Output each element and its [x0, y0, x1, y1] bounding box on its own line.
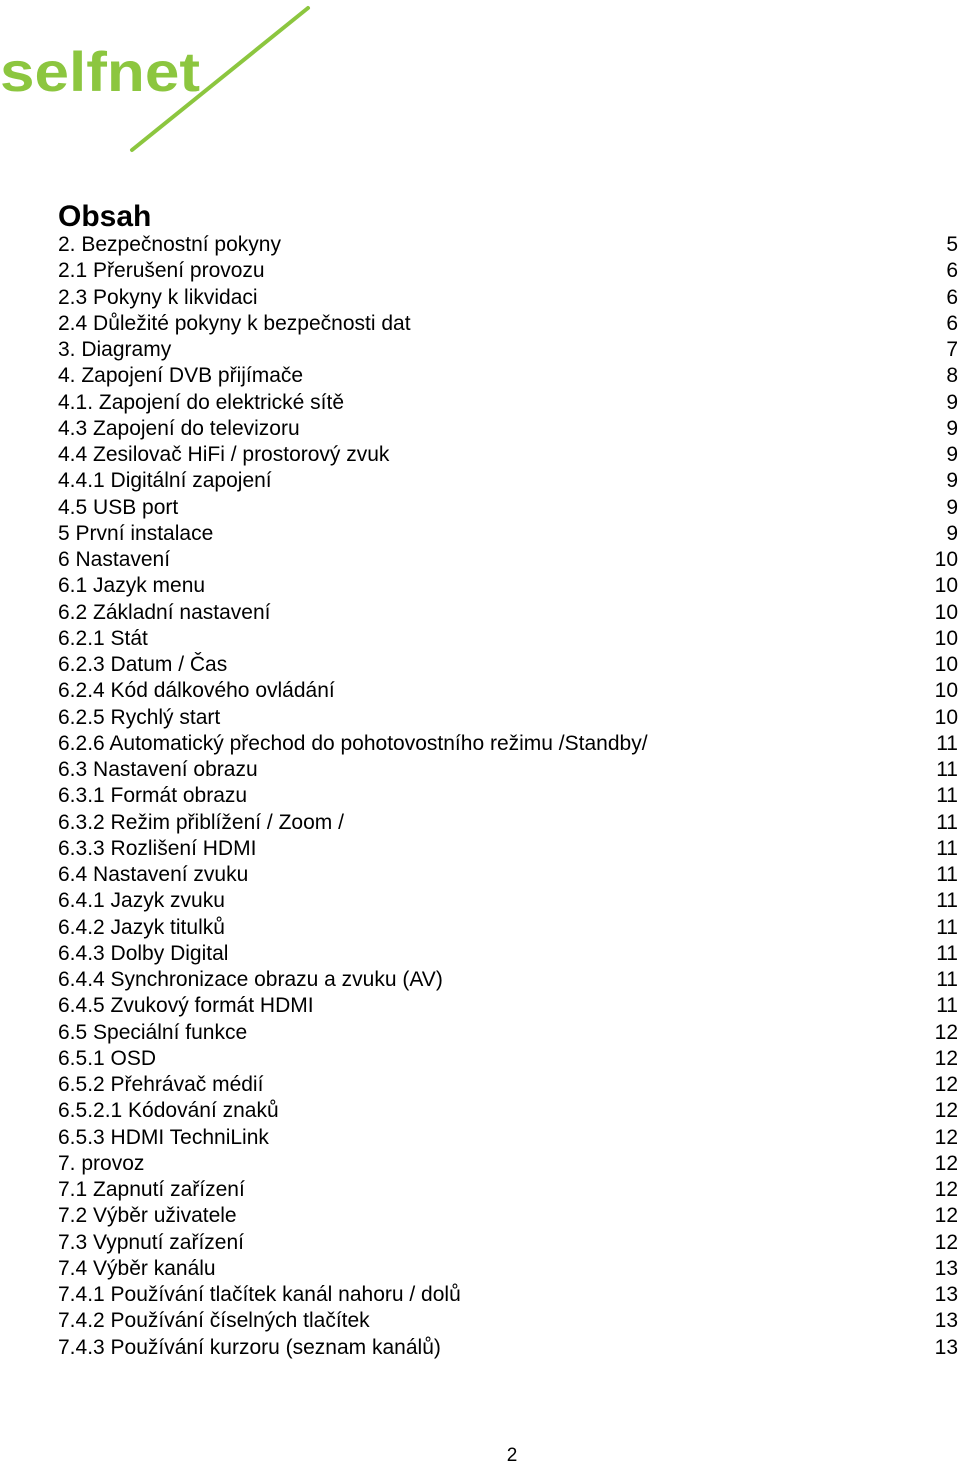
toc-entry[interactable] [58, 1256, 958, 1282]
toc-entry-label: 4.5 USB port [58, 495, 179, 519]
toc-entry[interactable] [58, 337, 958, 363]
toc-entry-page-number: 11 [936, 994, 958, 1018]
toc-entry-label: 6.4.5 Zvukový formát HDMI [58, 994, 314, 1018]
toc-entry[interactable] [58, 1177, 958, 1203]
toc-entry-page-number: 11 [936, 836, 958, 860]
toc-entry-label: 6.2.1 Stát [58, 626, 148, 650]
toc-entry-label: 6.5.2.1 Kódování znaků [58, 1099, 279, 1123]
toc-entry-label: 6.2 Základní nastavení [58, 600, 271, 624]
toc-entry-page-number: 11 [936, 889, 958, 913]
toc-entry[interactable] [58, 757, 958, 783]
toc-entry-label: 7.4.2 Používání číselných tlačítek [58, 1309, 370, 1333]
toc-entry-label: 2.4 Důležité pokyny k bezpečnosti dat [58, 311, 411, 335]
toc-entry[interactable] [58, 285, 958, 311]
toc-entry-page-number: 6 [946, 285, 958, 309]
toc-entry-label: 6.3.1 Formát obrazu [58, 784, 248, 808]
toc-entry[interactable] [58, 442, 958, 468]
toc-entry-page-number: 11 [936, 863, 958, 886]
toc-entry-label: 4.4 Zesilovač HiFi / prostorový zvuk [58, 443, 390, 466]
toc-entry-label: 6.1 Jazyk menu [58, 574, 206, 598]
table-of-contents [58, 232, 958, 1361]
toc-entry-label: 6.4 Nastavení zvuku [58, 863, 249, 886]
toc-entry-label: 6.3.2 Režim přiblížení / Zoom / [58, 810, 344, 834]
toc-entry-page-number: 9 [946, 443, 958, 466]
toc-entry-label: 6.2.5 Rychlý start [58, 705, 221, 729]
toc-entry-page-number: 5 [946, 233, 958, 256]
toc-entry-label: 6.5.1 OSD [58, 1046, 157, 1070]
toc-entry-page-number: 9 [946, 416, 958, 440]
toc-entry[interactable] [58, 600, 958, 626]
logo-wordmark: selfnet [0, 40, 201, 103]
toc-entry[interactable] [58, 915, 958, 941]
toc-entry[interactable] [58, 468, 958, 494]
toc-entry[interactable] [58, 836, 958, 862]
toc-entry[interactable] [58, 626, 958, 652]
toc-entry-label: 4.3 Zapojení do televizoru [58, 416, 300, 440]
toc-entry[interactable] [58, 1308, 958, 1334]
toc-entry-page-number: 6 [946, 311, 958, 335]
toc-entry[interactable] [58, 1125, 958, 1151]
toc-title: Obsah [58, 200, 152, 233]
toc-entry[interactable] [58, 258, 958, 284]
toc-entry-label: 6.5 Speciální funkce [58, 1020, 248, 1044]
toc-entry-label: 6.2.6 Automatický přechod do pohotovostního režimu /Standby/ [58, 731, 648, 755]
toc-entry-page-number: 9 [946, 390, 958, 414]
toc-entry[interactable] [58, 1046, 958, 1072]
toc-entry[interactable] [58, 390, 958, 416]
toc-entry-label: 6.4.1 Jazyk zvuku [58, 889, 225, 913]
toc-entry[interactable] [58, 731, 958, 757]
toc-entry-page-number: 12 [934, 1046, 958, 1070]
toc-entry-label: 7.3 Vypnutí zařízení [58, 1230, 244, 1254]
toc-entry-label: 7. provoz [58, 1151, 145, 1175]
toc-entry[interactable] [58, 862, 958, 888]
toc-entry[interactable] [58, 993, 958, 1019]
toc-entry-page-number: 12 [934, 1020, 958, 1044]
toc-entry[interactable] [58, 810, 958, 836]
toc-entry-page-number: 11 [936, 941, 958, 965]
toc-entry[interactable] [58, 232, 958, 258]
toc-entry-page-number: 12 [934, 1204, 958, 1228]
toc-entry-label: 5 První instalace [58, 521, 214, 545]
toc-entry-page-number: 10 [934, 626, 958, 650]
toc-entry[interactable] [58, 1335, 958, 1361]
toc-entry[interactable] [58, 678, 958, 704]
toc-entry-page-number: 12 [934, 1178, 958, 1201]
selfnet-logo [0, 0, 320, 160]
toc-entry-label: 7.4.3 Používání kurzoru (seznam kanálů) [58, 1335, 441, 1359]
toc-entry[interactable] [58, 705, 958, 731]
toc-entry[interactable] [58, 416, 958, 442]
toc-entry[interactable] [58, 1230, 958, 1256]
toc-entry-page-number: 9 [946, 469, 958, 493]
toc-entry-page-number: 12 [934, 1230, 958, 1254]
toc-entry-label: 3. Diagramy [58, 338, 172, 361]
toc-entry-label: 7.4 Výběr kanálu [58, 1256, 216, 1280]
toc-entry-page-number: 10 [934, 574, 958, 598]
toc-entry-label: 6.4.3 Dolby Digital [58, 941, 229, 965]
toc-entry-label: 7.4.1 Používání tlačítek kanál nahoru / dolů [58, 1283, 461, 1306]
toc-entry-page-number: 10 [934, 653, 958, 676]
toc-entry[interactable] [58, 652, 958, 678]
toc-entry-label: 6.3 Nastavení obrazu [58, 758, 258, 781]
toc-entry-page-number: 13 [934, 1256, 958, 1280]
toc-entry-label: 2. Bezpečnostní pokyny [58, 233, 281, 256]
toc-entry-page-number: 9 [946, 495, 958, 519]
toc-entry-page-number: 12 [934, 1151, 958, 1175]
toc-entry-label: 4.1. Zapojení do elektrické sítě [58, 390, 344, 414]
toc-entry[interactable] [58, 1151, 958, 1177]
toc-entry-page-number: 11 [936, 810, 958, 834]
toc-entry-page-number: 11 [936, 968, 958, 991]
toc-entry-label: 6.4.4 Synchronizace obrazu a zvuku (AV) [58, 968, 443, 991]
toc-entry-label: 6.3.3 Rozlišení HDMI [58, 836, 257, 860]
toc-entry-page-number: 8 [946, 364, 958, 388]
toc-entry[interactable] [58, 783, 958, 809]
toc-entry-label: 2.1 Přerušení provozu [58, 259, 265, 283]
toc-entry-label: 2.3 Pokyny k likvidaci [58, 285, 258, 309]
toc-entry-page-number: 13 [934, 1309, 958, 1333]
toc-entry-label: 7.1 Zapnutí zařízení [58, 1178, 245, 1201]
toc-entry[interactable] [58, 547, 958, 573]
toc-entry[interactable] [58, 573, 958, 599]
toc-entry-page-number: 6 [946, 259, 958, 283]
toc-entry[interactable] [58, 941, 958, 967]
toc-entry-page-number: 12 [934, 1073, 958, 1096]
toc-entry-label: 6.5.2 Přehrávač médií [58, 1073, 264, 1096]
toc-entry[interactable] [58, 1203, 958, 1229]
toc-entry-page-number: 11 [936, 758, 958, 781]
toc-entry-label: 6 Nastavení [58, 548, 171, 571]
toc-entry-page-number: 13 [934, 1283, 958, 1306]
toc-entry-label: 6.2.3 Datum / Čas [58, 653, 228, 676]
toc-entry[interactable] [58, 311, 958, 337]
toc-entry-label: 4.4.1 Digitální zapojení [58, 469, 272, 493]
toc-entry[interactable] [58, 363, 958, 389]
toc-entry-label: 6.4.2 Jazyk titulků [58, 915, 225, 939]
toc-entry[interactable] [58, 1020, 958, 1046]
toc-entry[interactable] [58, 1072, 958, 1098]
toc-entry[interactable] [58, 495, 958, 521]
toc-entry[interactable] [58, 1098, 958, 1124]
toc-entry-page-number: 10 [934, 548, 958, 571]
toc-entry-label: 4. Zapojení DVB přijímače [58, 364, 304, 388]
page-number: 2 [506, 1445, 518, 1466]
toc-entry-page-number: 11 [936, 784, 958, 808]
toc-entry-page-number: 7 [946, 338, 958, 361]
toc-entry-page-number: 11 [936, 731, 958, 755]
toc-entry-page-number: 12 [934, 1125, 958, 1149]
toc-entry-page-number: 10 [934, 705, 958, 729]
toc-entry[interactable] [58, 888, 958, 914]
toc-entry-page-number: 11 [936, 915, 958, 939]
toc-entry-label: 6.2.4 Kód dálkového ovládání [58, 679, 335, 703]
toc-entry[interactable] [58, 1282, 958, 1308]
toc-entry-page-number: 10 [934, 679, 958, 703]
toc-entry-page-number: 12 [934, 1099, 958, 1123]
toc-entry-label: 6.5.3 HDMI TechniLink [58, 1125, 269, 1149]
toc-entry[interactable] [58, 967, 958, 993]
toc-entry-label: 7.2 Výběr uživatele [58, 1204, 237, 1228]
toc-entry-page-number: 9 [946, 521, 958, 545]
toc-entry[interactable] [58, 521, 958, 547]
toc-entry-page-number: 13 [934, 1335, 958, 1359]
toc-entry-page-number: 10 [934, 600, 958, 624]
